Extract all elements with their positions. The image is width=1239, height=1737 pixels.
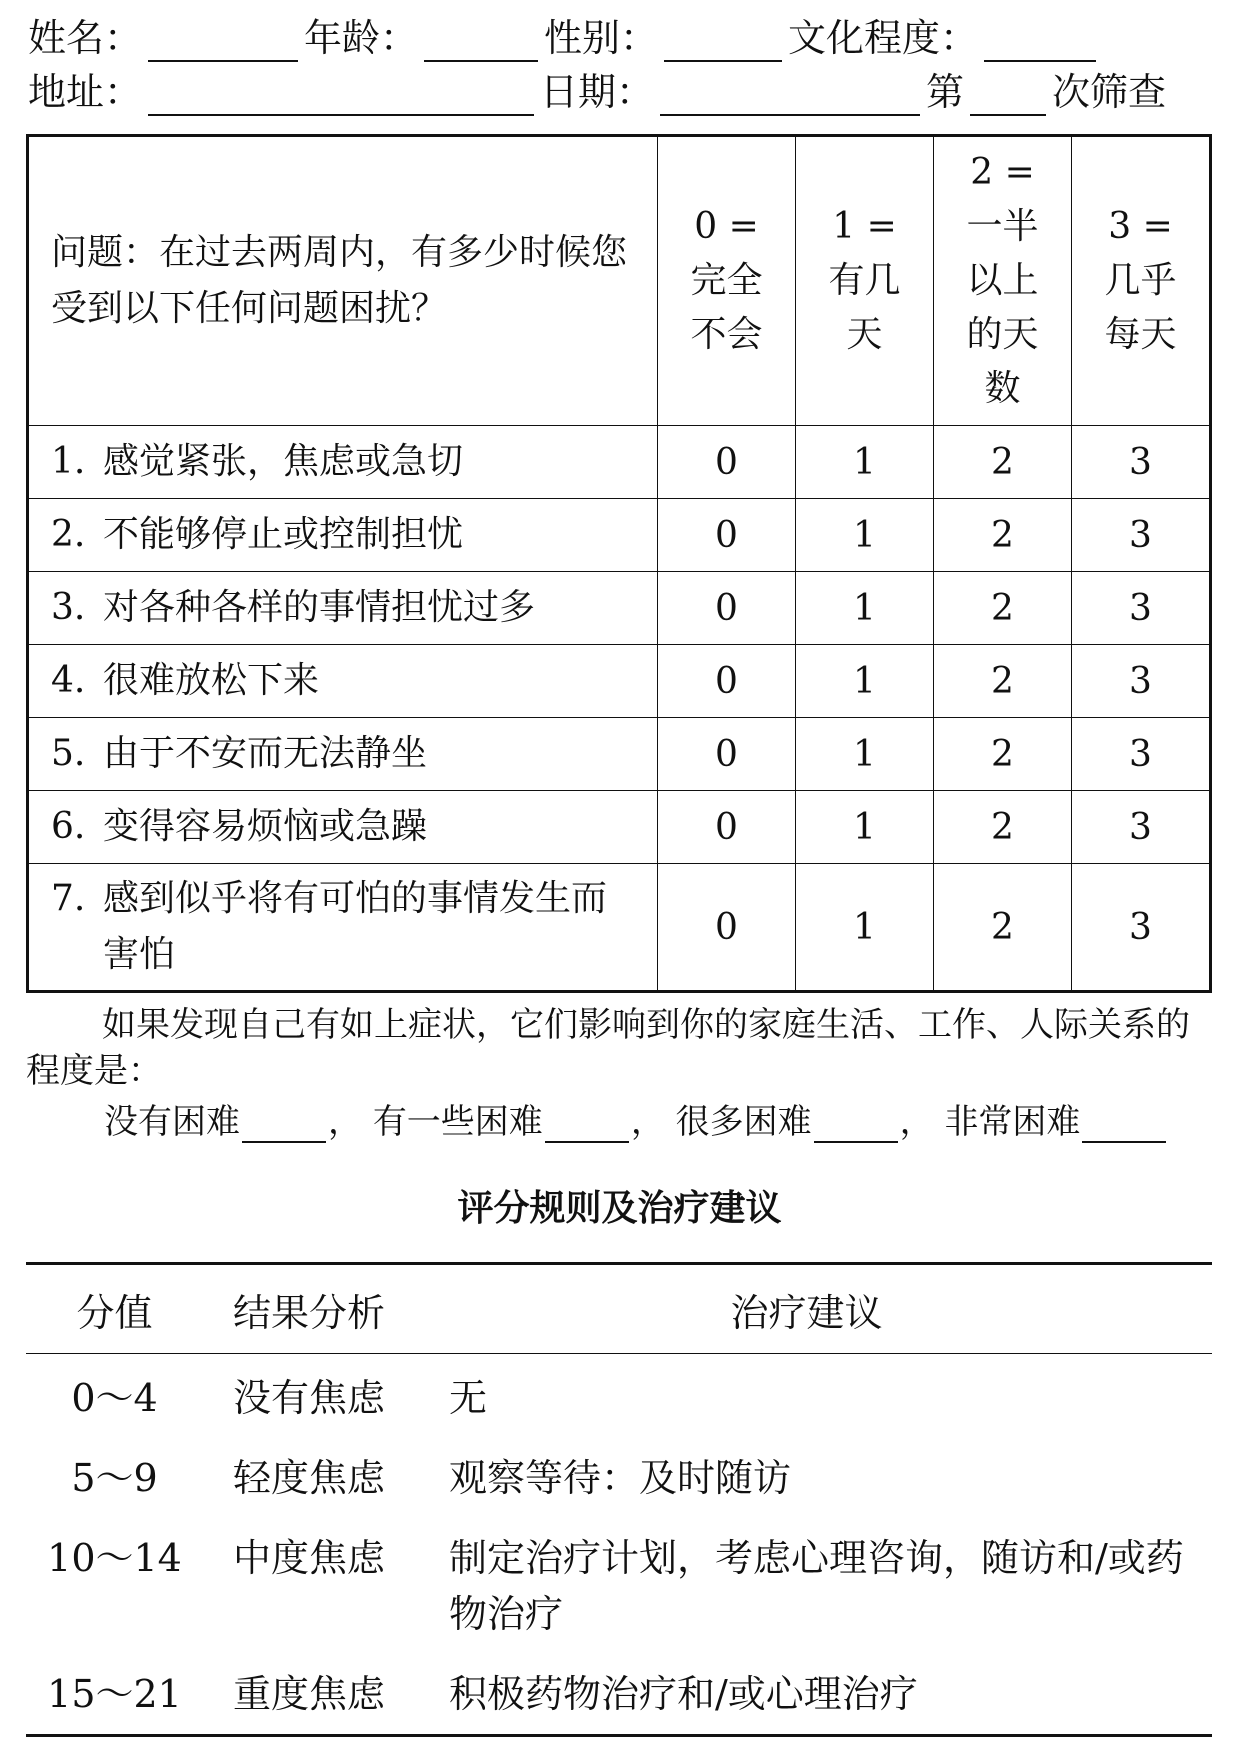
questionnaire-table [26, 134, 1212, 993]
address-field[interactable] [148, 70, 534, 116]
item-text-cell [28, 426, 658, 499]
impact-paragraph [26, 1002, 1212, 1094]
header-line-1 [28, 6, 1212, 62]
name-label: 姓名： [28, 16, 143, 60]
score-0-cell[interactable]: 0 [658, 499, 796, 572]
scoring-title: 评分规则及治疗建议 [457, 1188, 782, 1229]
screen-suffix: 次筛查 [1052, 70, 1167, 114]
score-3-cell[interactable]: 3 [1072, 426, 1211, 499]
table-row [28, 864, 1211, 992]
item-text: 由于不安而无法静坐 [103, 733, 428, 774]
date-label: 日期： [540, 70, 655, 114]
option-line: 数 [984, 368, 1021, 409]
separator: ， [328, 1102, 362, 1142]
table-row [28, 426, 1211, 499]
table-row [28, 499, 1211, 572]
option-line: 完全 [690, 260, 763, 301]
age-label: 年龄： [304, 16, 419, 60]
table-row [28, 572, 1211, 645]
option-0-header [658, 136, 796, 426]
score-range: 0～4 [71, 1376, 158, 1420]
option-2-header [934, 136, 1072, 426]
education-field[interactable] [984, 16, 1096, 62]
option-line: 1 = [832, 206, 897, 247]
screen-count-field[interactable] [970, 70, 1046, 116]
item-number: 3. [51, 587, 86, 628]
score-0-cell[interactable]: 0 [658, 864, 796, 992]
impact-text: 如果发现自己有如上症状，它们影响到你的家庭生活、工作、人际关系的程度是： [26, 1005, 1190, 1091]
score-0-cell[interactable]: 0 [658, 426, 796, 499]
score-0-cell[interactable]: 0 [658, 791, 796, 864]
score-2-cell[interactable]: 2 [934, 718, 1072, 791]
table-row [26, 1354, 1212, 1439]
screen-prefix: 第 [926, 70, 965, 114]
address-label: 地址： [28, 70, 143, 114]
option-line: 几乎 [1104, 260, 1177, 301]
score-header: 分值 [26, 1264, 203, 1354]
question-header: 问题：在过去两周内，有多少时候您受到以下任何问题困扰？ [28, 136, 658, 426]
result-text: 重度焦虑 [232, 1672, 385, 1716]
option-line: 0 = [694, 206, 759, 247]
result-text: 轻度焦虑 [232, 1456, 385, 1500]
option-line: 有几 [828, 260, 901, 301]
score-range: 15～21 [47, 1672, 182, 1716]
item-text-cell [28, 572, 658, 645]
difficulty-options [104, 1094, 1168, 1143]
gender-field[interactable] [664, 16, 782, 62]
item-number: 4. [51, 660, 86, 701]
some-difficulty-field[interactable] [545, 1105, 629, 1143]
advice-text: 观察等待：及时随访 [449, 1456, 792, 1500]
score-0-cell[interactable]: 0 [658, 718, 796, 791]
item-number: 7. [51, 878, 86, 919]
item-text: 对各种各样的事情担忧过多 [103, 587, 536, 628]
option-line: 不会 [690, 314, 763, 355]
item-number: 6. [51, 806, 86, 847]
no-difficulty-field[interactable] [242, 1105, 326, 1143]
score-1-cell[interactable]: 1 [796, 791, 934, 864]
item-text: 变得容易烦恼或急躁 [103, 806, 428, 847]
result-header: 结果分析 [203, 1264, 415, 1354]
table-row [26, 1518, 1212, 1654]
table-row [26, 1438, 1212, 1518]
score-3-cell[interactable]: 3 [1072, 645, 1211, 718]
date-field[interactable] [660, 70, 920, 116]
score-1-cell[interactable]: 1 [796, 426, 934, 499]
score-3-cell[interactable]: 3 [1072, 791, 1211, 864]
score-3-cell[interactable]: 3 [1072, 718, 1211, 791]
much-difficulty-label: 很多困难 [675, 1102, 812, 1142]
extreme-difficulty-field[interactable] [1082, 1105, 1166, 1143]
separator: ， [899, 1102, 934, 1142]
item-number: 5. [51, 733, 86, 774]
score-1-cell[interactable]: 1 [796, 718, 934, 791]
score-2-cell[interactable]: 2 [934, 572, 1072, 645]
age-field[interactable] [424, 16, 538, 62]
score-1-cell[interactable]: 1 [796, 572, 934, 645]
table-row [28, 718, 1211, 791]
gender-label: 性别： [544, 16, 659, 60]
item-text: 感到似乎将有可怕的事情发生而害怕 [103, 878, 608, 975]
score-0-cell[interactable]: 0 [658, 572, 796, 645]
extreme-difficulty-label: 非常困难 [944, 1102, 1081, 1142]
header-line-2 [28, 60, 1212, 116]
score-2-cell[interactable]: 2 [934, 645, 1072, 718]
item-text: 不能够停止或控制担忧 [103, 514, 464, 555]
score-3-cell[interactable]: 3 [1072, 864, 1211, 992]
option-1-header [796, 136, 934, 426]
much-difficulty-field[interactable] [814, 1105, 898, 1143]
score-3-cell[interactable]: 3 [1072, 499, 1211, 572]
score-range: 5～9 [71, 1456, 158, 1500]
name-field[interactable] [148, 16, 298, 62]
scoring-table [26, 1262, 1212, 1737]
score-1-cell[interactable]: 1 [796, 645, 934, 718]
item-text-cell [28, 499, 658, 572]
no-difficulty-label: 没有困难 [104, 1102, 240, 1142]
score-range: 10～14 [47, 1536, 182, 1580]
option-line: 的天 [966, 314, 1039, 355]
score-2-cell[interactable]: 2 [934, 864, 1072, 992]
score-3-cell[interactable]: 3 [1072, 572, 1211, 645]
option-line: 以上 [966, 260, 1039, 301]
table-row [26, 1654, 1212, 1736]
item-text-cell [28, 791, 658, 864]
score-2-cell[interactable]: 2 [934, 499, 1072, 572]
questionnaire-header-row [28, 136, 1211, 426]
item-text-cell [28, 645, 658, 718]
advice-text: 积极药物治疗和/或心理治疗 [449, 1672, 918, 1716]
option-line: 3 = [1108, 206, 1173, 247]
score-1-cell[interactable]: 1 [796, 499, 934, 572]
advice-text: 无 [449, 1376, 488, 1420]
score-1-cell[interactable]: 1 [796, 864, 934, 992]
item-text: 感觉紧张，焦虑或急切 [103, 441, 464, 482]
separator: ， [630, 1102, 665, 1142]
item-number: 2. [51, 514, 86, 555]
score-2-cell[interactable]: 2 [934, 791, 1072, 864]
advice-text: 制定治疗计划，考虑心理咨询，随访和/或药物治疗 [449, 1536, 1184, 1636]
advice-header: 治疗建议 [415, 1264, 1212, 1354]
score-2-cell[interactable]: 2 [934, 426, 1072, 499]
item-text: 很难放松下来 [103, 660, 320, 701]
some-difficulty-label: 有一些困难 [372, 1102, 543, 1142]
option-line: 每天 [1104, 314, 1177, 355]
result-text: 没有焦虑 [232, 1376, 385, 1420]
option-line: 2 = [970, 152, 1035, 193]
table-row [28, 645, 1211, 718]
education-label: 文化程度： [788, 16, 979, 60]
table-row [28, 791, 1211, 864]
scoring-header-row [26, 1264, 1212, 1354]
option-line: 天 [846, 314, 883, 355]
item-text-cell [28, 864, 658, 992]
score-0-cell[interactable]: 0 [658, 645, 796, 718]
result-text: 中度焦虑 [232, 1536, 385, 1580]
option-3-header [1072, 136, 1211, 426]
item-number: 1. [51, 441, 86, 482]
option-line: 一半 [966, 206, 1039, 247]
item-text-cell [28, 718, 658, 791]
